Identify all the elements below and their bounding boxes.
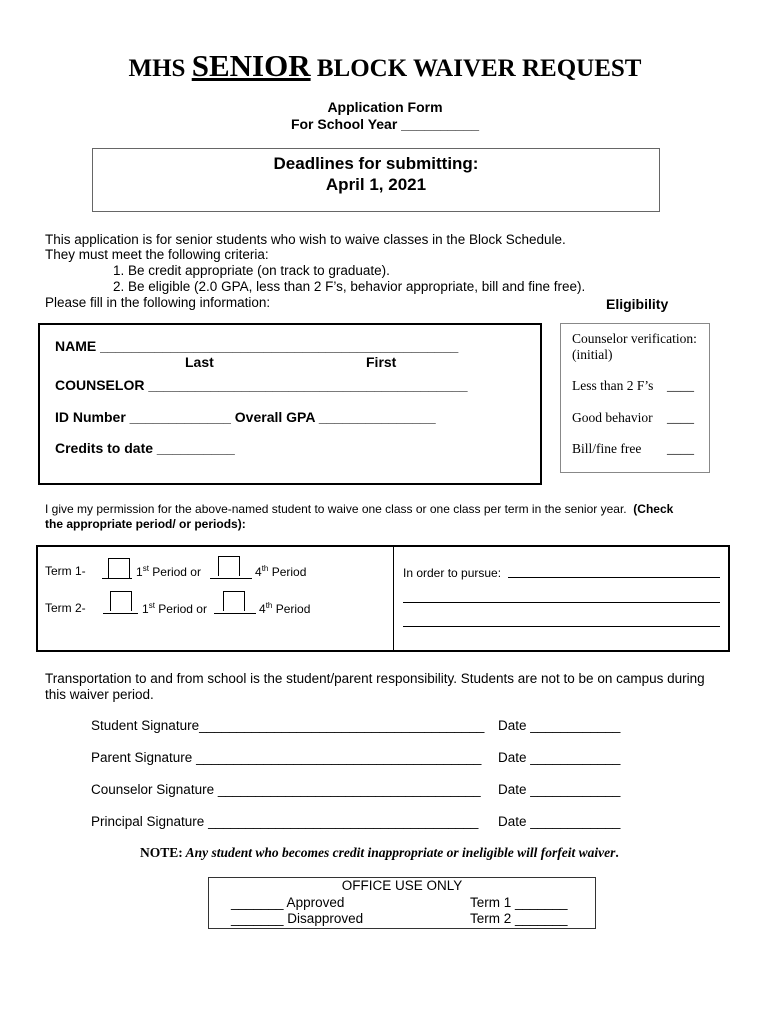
- term-selection-box: [36, 545, 730, 652]
- student-signature-field[interactable]: Student Signature______________________________________: [91, 718, 485, 733]
- good-behavior-label: Good behavior: [572, 410, 653, 425]
- term1-period1-label: 1st Period or: [136, 564, 201, 579]
- last-name-label: Last: [185, 354, 214, 370]
- school-year-field[interactable]: For School Year __________: [290, 116, 480, 132]
- counselor-date-field[interactable]: Date ____________: [498, 782, 621, 797]
- first-name-label: First: [366, 354, 397, 370]
- pursue-line-3[interactable]: [403, 626, 720, 627]
- office-term1-field[interactable]: Term 1 _______: [470, 895, 568, 910]
- term2-period4-label: 4th Period: [259, 601, 311, 616]
- criterion-1: 1. Be credit appropriate (on track to graduate).: [113, 263, 390, 278]
- principal-date-field[interactable]: Date ____________: [498, 814, 621, 829]
- less-than-2f-label: Less than 2 F’s: [572, 378, 654, 393]
- eligibility-heading: Eligibility: [606, 296, 669, 312]
- deadline-box: [92, 148, 660, 212]
- counselor-signature-field[interactable]: Counselor Signature ___________________________________: [91, 782, 481, 797]
- transportation-line: Transportation to and from school is the student/parent responsibility. Students are not to be on campus during: [45, 671, 705, 686]
- page-title: MHS SENIOR BLOCK WAIVER REQUEST: [128, 48, 642, 83]
- pursue-line-2[interactable]: [403, 602, 720, 603]
- note-text: NOTE: Any student who becomes credit inappropriate or ineligible will forfeit waiver.: [140, 845, 619, 860]
- term2-period4-checkbox[interactable]: [223, 591, 245, 611]
- term1-period1-checkbox[interactable]: [108, 558, 130, 578]
- bill-fine-label: Bill/fine free: [572, 441, 642, 456]
- parent-date-field[interactable]: Date ____________: [498, 750, 621, 765]
- term2-period1-checkbox[interactable]: [110, 591, 132, 611]
- pursue-line-1[interactable]: [508, 577, 720, 578]
- term-1-label: Term 1-: [45, 564, 86, 578]
- term2-period1-label: 1st Period or: [142, 601, 207, 616]
- approved-field[interactable]: _______ Approved: [231, 895, 345, 910]
- fill-instruction: Please fill in the following information:: [45, 295, 271, 310]
- id-gpa-field[interactable]: ID Number _____________ Overall GPA _______________: [55, 409, 436, 425]
- disapproved-field[interactable]: _______ Disapproved: [231, 911, 364, 926]
- counselor-field[interactable]: COUNSELOR _________________________________________: [55, 377, 468, 393]
- student-date-field[interactable]: Date ____________: [498, 718, 621, 733]
- permission-instruction: the appropriate period/ or periods):: [45, 517, 246, 531]
- intro-line: This application is for senior students who wish to waive classes in the Block Schedule.: [45, 232, 566, 247]
- bill-fine-initial[interactable]: ____: [667, 441, 694, 456]
- credits-field[interactable]: Credits to date __________: [55, 440, 235, 456]
- counselor-verification-label: Counselor verification:: [572, 331, 697, 346]
- transportation-line: this waiver period.: [45, 687, 154, 702]
- term1-period4-checkbox[interactable]: [218, 556, 240, 576]
- initial-label: (initial): [572, 347, 613, 362]
- principal-signature-field[interactable]: Principal Signature ____________________________________: [91, 814, 479, 829]
- name-field[interactable]: NAME ______________________________________________: [55, 338, 459, 354]
- criterion-2: 2. Be eligible (2.0 GPA, less than 2 F’s, behavior appropriate, bill and fine free).: [113, 279, 586, 294]
- deadline-heading: Deadlines for submitting:: [273, 154, 479, 173]
- term-box-divider: [393, 547, 394, 650]
- less-than-2f-initial[interactable]: ____: [667, 378, 694, 393]
- term1-period4-label: 4th Period: [255, 564, 307, 579]
- parent-signature-field[interactable]: Parent Signature ______________________________________: [91, 750, 482, 765]
- deadline-date: April 1, 2021: [325, 175, 427, 194]
- good-behavior-initial[interactable]: ____: [667, 410, 694, 425]
- pursue-label: In order to pursue:: [403, 566, 502, 580]
- office-term2-field[interactable]: Term 2 _______: [470, 911, 568, 926]
- office-use-title: OFFICE USE ONLY: [341, 878, 463, 893]
- criteria-heading: They must meet the following criteria:: [45, 247, 269, 262]
- permission-text: I give my permission for the above-named student to waive one class or one class per term in the senior year. (Check: [45, 502, 674, 516]
- term-2-label: Term 2-: [45, 601, 86, 615]
- form-subtitle: Application Form: [327, 99, 443, 115]
